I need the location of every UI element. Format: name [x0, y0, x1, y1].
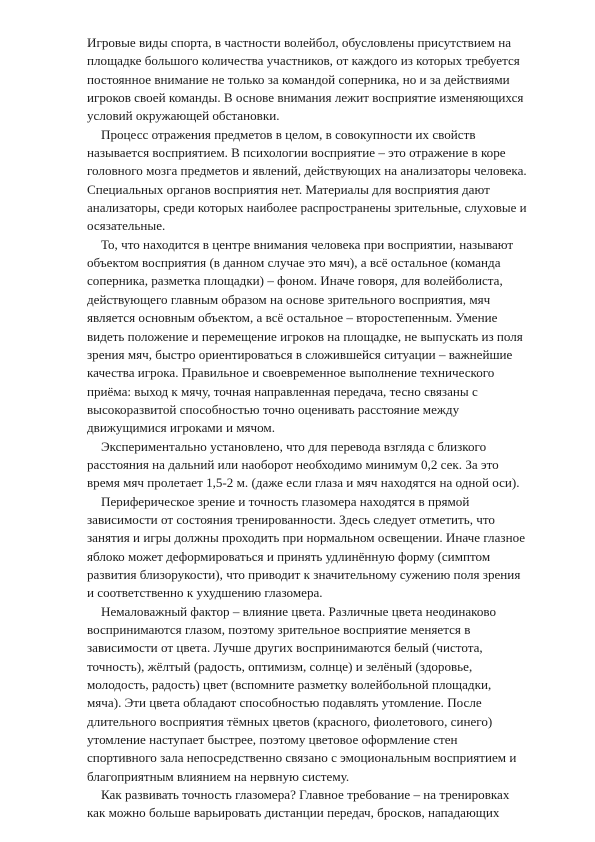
text-line: действующего главным образом на основе зрительного восприятия, мяч [87, 291, 491, 307]
paragraph [87, 493, 527, 603]
text-line: соперника, разметка площадки) – фоном. Иначе говоря, для волейболиста, [87, 273, 503, 289]
text-line: мяча). Эти цвета обладают способностью подавлять утомление. После [87, 695, 482, 711]
text-line: расстояния на дальний или наоборот необходимо минимум 0,2 сек. За это [87, 456, 499, 472]
text-line: движущимися игроками и мячом. [87, 420, 275, 436]
text-line: Экспериментально установлено, что для перевода взгляда с близкого [101, 438, 487, 454]
text-line: игроков своей команды. В основе внимания лежит восприятие изменяющихся [87, 90, 524, 106]
text-line: развития близорукости), что приводит к значительному сужению поля зрения [87, 566, 521, 582]
text-line: Специальных органов восприятия нет. Материалы для восприятия дают [87, 181, 490, 197]
text-line: Немаловажный фактор – влияние цвета. Различные цвета неодинаково [101, 603, 497, 619]
text-line: яблоко может деформироваться и принять удлинённую форму (симптом [87, 548, 491, 564]
text-line: является основным объектом, а всё остальное – второстепенным. Умение [87, 310, 498, 326]
text-line: качества игрока. Правильное и своевременное выполнение технического [87, 365, 495, 381]
text-line: зависимости от состояния тренированности. Здесь следует отметить, что [87, 511, 495, 527]
text-line: То, что находится в центре внимания человека при восприятии, называют [101, 236, 514, 252]
text-line: как можно больше варьировать дистанции передач, бросков, нападающих [87, 805, 500, 821]
paragraph [87, 786, 527, 823]
paragraph [87, 603, 527, 786]
text-line: площадке большого количества участников, от каждого из которых требуется [87, 53, 520, 69]
document-body [87, 34, 527, 823]
text-line: видеть положение и перемещение игроков на площадке, не выпускать из поля [87, 328, 523, 344]
text-line: молодость, радость) цвет (вспомните разметку волейбольной площадки, [87, 677, 492, 693]
text-line: объектом восприятия (в данном случае это мяч), а всё остальное (команда [87, 255, 501, 271]
text-line: длительного восприятия тёмных цветов (красного, фиолетового, синего) [87, 713, 493, 729]
text-line: приёма: выход к мячу, точная направленная передача, тесно связаны с [87, 383, 478, 399]
text-line: Игровые виды спорта, в частности волейбол, обусловлены присутствием на [87, 35, 512, 50]
paragraph [87, 438, 527, 493]
text-line: осязательные. [87, 218, 166, 234]
paragraph [87, 34, 527, 126]
text-line: благоприятным влиянием на нервную систему. [87, 768, 350, 784]
text-line: зрения мяч, быстро ориентироваться в сложившейся ситуации – важнейшие [87, 346, 513, 362]
text-line: Процесс отражения предметов в целом, в совокупности их свойств [101, 126, 476, 142]
text-line: анализаторы, среди которых наиболее распространены зрительные, слуховые и [87, 200, 527, 216]
text-line: утомление наступает быстрее, поэтому цветовое оформление стен [87, 732, 458, 748]
text-line: головного мозга предметов и явлений, действующих на анализаторы человека. [87, 163, 527, 179]
text-line: время мяч пролетает 1,5-2 м. (даже если глаза и мяч находятся на одной оси). [87, 475, 520, 491]
paragraph [87, 236, 527, 438]
text-line: воспринимаются глазом, поэтому зрительное восприятие меняется в [87, 622, 471, 637]
text-line: высокоразвитой способностью точно оценивать расстояние между [87, 401, 460, 417]
text-line: называется восприятием. В психологии восприятие – это отражение в коре [87, 145, 506, 161]
text-line: Как развивать точность глазомера? Главное требование – на тренировках [101, 787, 510, 803]
paragraph [87, 126, 527, 236]
text-line: и соответственно к ухудшению глазомера. [87, 585, 323, 601]
text-line: занятия и игры должны проходить при нормальном освещении. Иначе глазное [87, 530, 526, 546]
text-line: постоянное внимание не только за командой соперника, но и за действиями [87, 71, 510, 87]
text-line: условий окружающей обстановки. [87, 108, 280, 124]
text-line: спортивного зала непосредственно связано с эмоциональным восприятием и [87, 750, 517, 766]
text-line: точность), жёлтый (радость, оптимизм, солнце) и зелёный (здоровье, [87, 658, 473, 674]
text-line: зависимости от цвета. Лучше других воспринимаются белый (чистота, [87, 640, 483, 656]
text-line: Периферическое зрение и точность глазомера находятся в прямой [101, 493, 470, 509]
